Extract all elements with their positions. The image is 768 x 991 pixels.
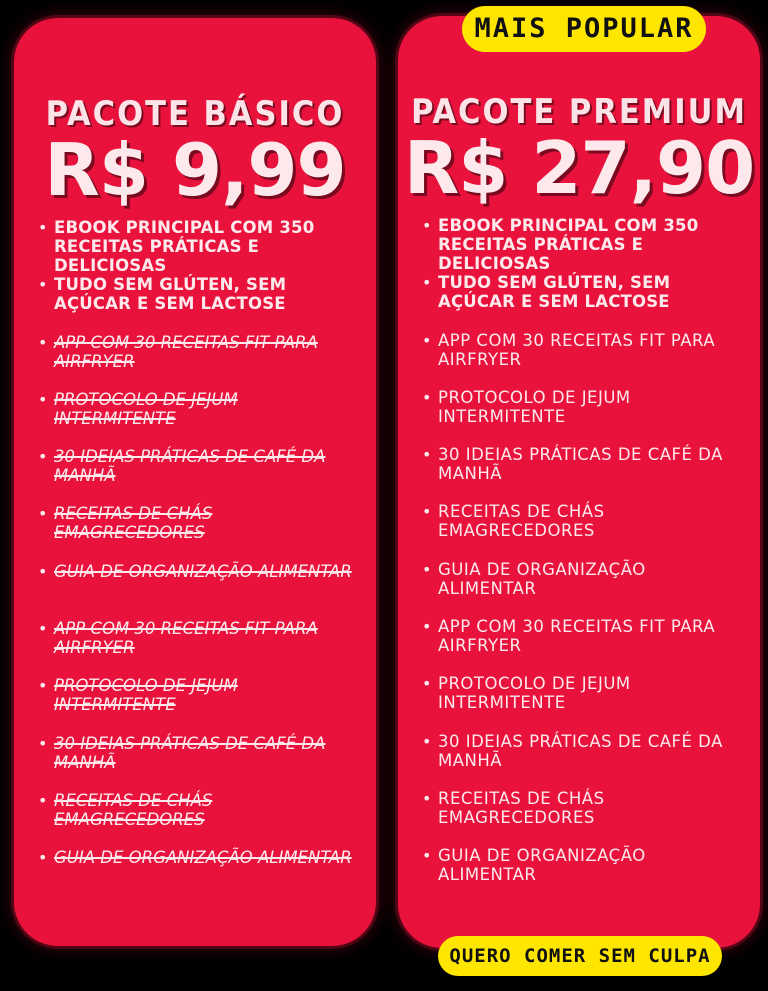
bullet-dot-icon: •	[38, 275, 48, 295]
feature-list-premium	[420, 216, 746, 904]
feature-text: APP COM 30 RECEITAS FIT PARA AIRFRYER	[54, 619, 318, 658]
feature-item	[420, 732, 746, 789]
feature-item	[420, 445, 746, 502]
bullet-dot-icon: •	[38, 848, 48, 868]
most-popular-badge: MAIS POPULAR	[462, 6, 706, 52]
bullet-dot-icon: •	[422, 330, 432, 350]
feature-item	[420, 331, 746, 388]
bullet-dot-icon: •	[38, 218, 48, 237]
bullet-dot-icon: •	[38, 619, 48, 639]
bullet-dot-icon: •	[38, 332, 48, 352]
feature-text: APP COM 30 RECEITAS FIT PARA AIRFRYER	[438, 617, 716, 656]
bullet-dot-icon: •	[38, 790, 48, 810]
bullet-dot-icon: •	[422, 788, 432, 808]
plan-title-premium: PACOTE PREMIUM	[411, 92, 747, 132]
buy-premium-button[interactable]: QUERO COMER SEM CULPA	[438, 936, 722, 976]
feature-item	[420, 617, 746, 674]
feature-item	[36, 562, 362, 619]
bullet-dot-icon: •	[422, 559, 432, 579]
feature-text: RECEITAS DE CHÁS EMAGRECEDORES	[438, 788, 605, 827]
feature-text: PROTOCOLO DE JEJUM INTERMITENTE	[438, 674, 631, 713]
plan-card-basic	[14, 18, 376, 946]
feature-item	[36, 848, 362, 905]
feature-item	[36, 619, 362, 676]
feature-text: RECEITAS DE CHÁS EMAGRECEDORES	[438, 502, 605, 541]
feature-text: PROTOCOLO DE JEJUM INTERMITENTE	[438, 387, 631, 426]
feature-text: 30 IDEIAS PRÁTICAS DE CAFÉ DA MANHÃ	[54, 733, 326, 772]
feature-item	[420, 502, 746, 559]
feature-text: 30 IDEIAS PRÁTICAS DE CAFÉ DA MANHÃ	[54, 447, 326, 486]
plan-price-basic: R$ 9,99	[44, 128, 346, 212]
bullet-dot-icon: •	[422, 674, 432, 694]
feature-item	[420, 216, 746, 273]
bullet-dot-icon: •	[38, 504, 48, 524]
feature-text: APP COM 30 RECEITAS FIT PARA AIRFRYER	[438, 330, 716, 369]
feature-item	[36, 218, 362, 275]
bullet-dot-icon: •	[422, 445, 432, 465]
bullet-dot-icon: •	[422, 387, 432, 407]
bullet-dot-icon: •	[38, 447, 48, 467]
feature-text: EBOOK PRINCIPAL COM 350 RECEITAS PRÁTICAS E DELICIOSAS	[438, 216, 699, 273]
plan-title-basic: PACOTE BÁSICO	[45, 94, 345, 134]
bullet-dot-icon: •	[422, 502, 432, 522]
feature-item	[420, 789, 746, 846]
feature-text: GUIA DE ORGANIZAÇÃO ALIMENTAR	[438, 846, 646, 885]
feature-text: TUDO SEM GLÚTEN, SEM AÇÚCAR E SEM LACTOSE	[54, 275, 287, 314]
feature-text: TUDO SEM GLÚTEN, SEM AÇÚCAR E SEM LACTOSE	[438, 273, 671, 312]
bullet-dot-icon: •	[422, 617, 432, 637]
feature-text: GUIA DE ORGANIZAÇÃO ALIMENTAR	[54, 561, 352, 581]
feature-item	[36, 676, 362, 733]
feature-text: PROTOCOLO DE JEJUM INTERMITENTE	[54, 389, 238, 428]
feature-item	[36, 275, 362, 332]
plan-card-premium	[398, 16, 760, 948]
bullet-dot-icon: •	[422, 731, 432, 751]
plan-price-premium: R$ 27,90	[403, 126, 755, 210]
feature-item	[36, 390, 362, 447]
bullet-dot-icon: •	[38, 733, 48, 753]
feature-text: GUIA DE ORGANIZAÇÃO ALIMENTAR	[54, 848, 352, 868]
bullet-dot-icon: •	[422, 273, 432, 293]
feature-text: EBOOK PRINCIPAL COM 350 RECEITAS PRÁTICAS E DELICIOSAS	[54, 218, 315, 275]
feature-text: APP COM 30 RECEITAS FIT PARA AIRFRYER	[54, 332, 318, 371]
feature-item	[36, 791, 362, 848]
feature-item	[420, 273, 746, 330]
feature-item	[420, 560, 746, 617]
bullet-dot-icon: •	[422, 216, 432, 235]
feature-item	[36, 504, 362, 561]
feature-item	[36, 333, 362, 390]
feature-list-basic	[36, 218, 362, 906]
feature-text: RECEITAS DE CHÁS EMAGRECEDORES	[54, 790, 213, 829]
feature-item	[420, 674, 746, 731]
feature-item	[420, 388, 746, 445]
bullet-dot-icon: •	[422, 846, 432, 866]
bullet-dot-icon: •	[38, 389, 48, 409]
feature-text: GUIA DE ORGANIZAÇÃO ALIMENTAR	[438, 559, 646, 598]
feature-text: 30 IDEIAS PRÁTICAS DE CAFÉ DA MANHÃ	[438, 445, 723, 484]
feature-text: PROTOCOLO DE JEJUM INTERMITENTE	[54, 676, 238, 715]
bullet-dot-icon: •	[38, 676, 48, 696]
feature-text: RECEITAS DE CHÁS EMAGRECEDORES	[54, 504, 213, 543]
feature-item	[420, 846, 746, 903]
feature-item	[36, 734, 362, 791]
feature-item	[36, 447, 362, 504]
bullet-dot-icon: •	[38, 561, 48, 581]
feature-text: 30 IDEIAS PRÁTICAS DE CAFÉ DA MANHÃ	[438, 731, 723, 770]
